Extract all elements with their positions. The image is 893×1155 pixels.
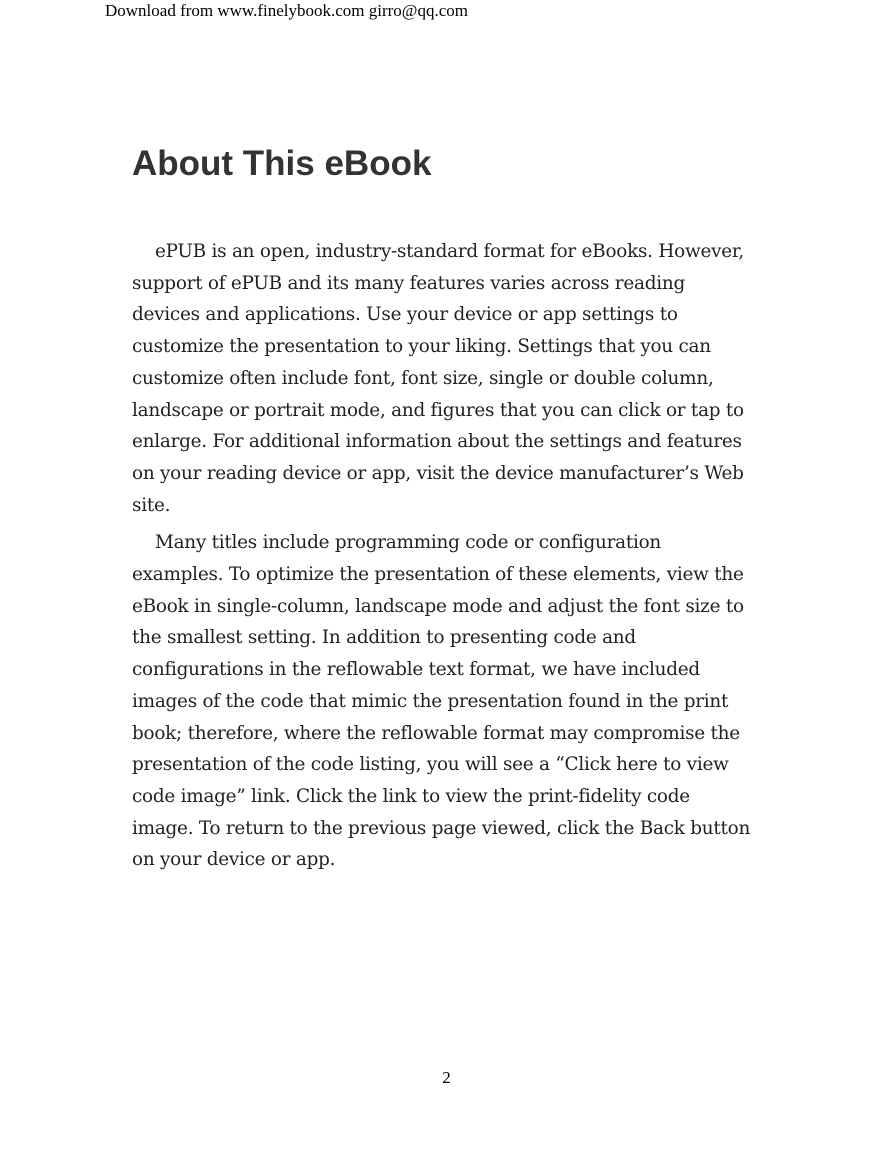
paragraph-epub-format: ePUB is an open, industry-standard format for eBooks. However, support of ePUB and its many features varies across reading devices and applications. Use your device or app settings to customize the presentation to your liking. Settings that you can customize often include font, font size, single or double column, landscape or portrait mode, and figures that you can click or tap to enlarge. For additional information about the settings and features on your reading device or app, visit the device manufacturer’s Web site. <box>132 241 744 516</box>
download-notice: Download from www.finelybook.com girro@qq.com <box>105 1 468 20</box>
page-title: About This eBook <box>132 144 432 183</box>
body-text <box>132 236 754 882</box>
paragraph-code-examples: Many titles include programming code or configuration examples. To optimize the presentation of these elements, view the eBook in single-column, landscape mode and adjust the font size to the smallest setting. In addition to presenting code and configurations in the reflowable text format, we have included images of the code that mimic the presentation found in the print book; therefore, where the reflowable format may compromise the presentation of the code listing, you will see a “Click here to view code image” link. Click the link to view the print-fidelity code image. To return to the previous page viewed, click the Back button on your device or app. <box>132 532 751 871</box>
page-number: 2 <box>442 1068 451 1087</box>
